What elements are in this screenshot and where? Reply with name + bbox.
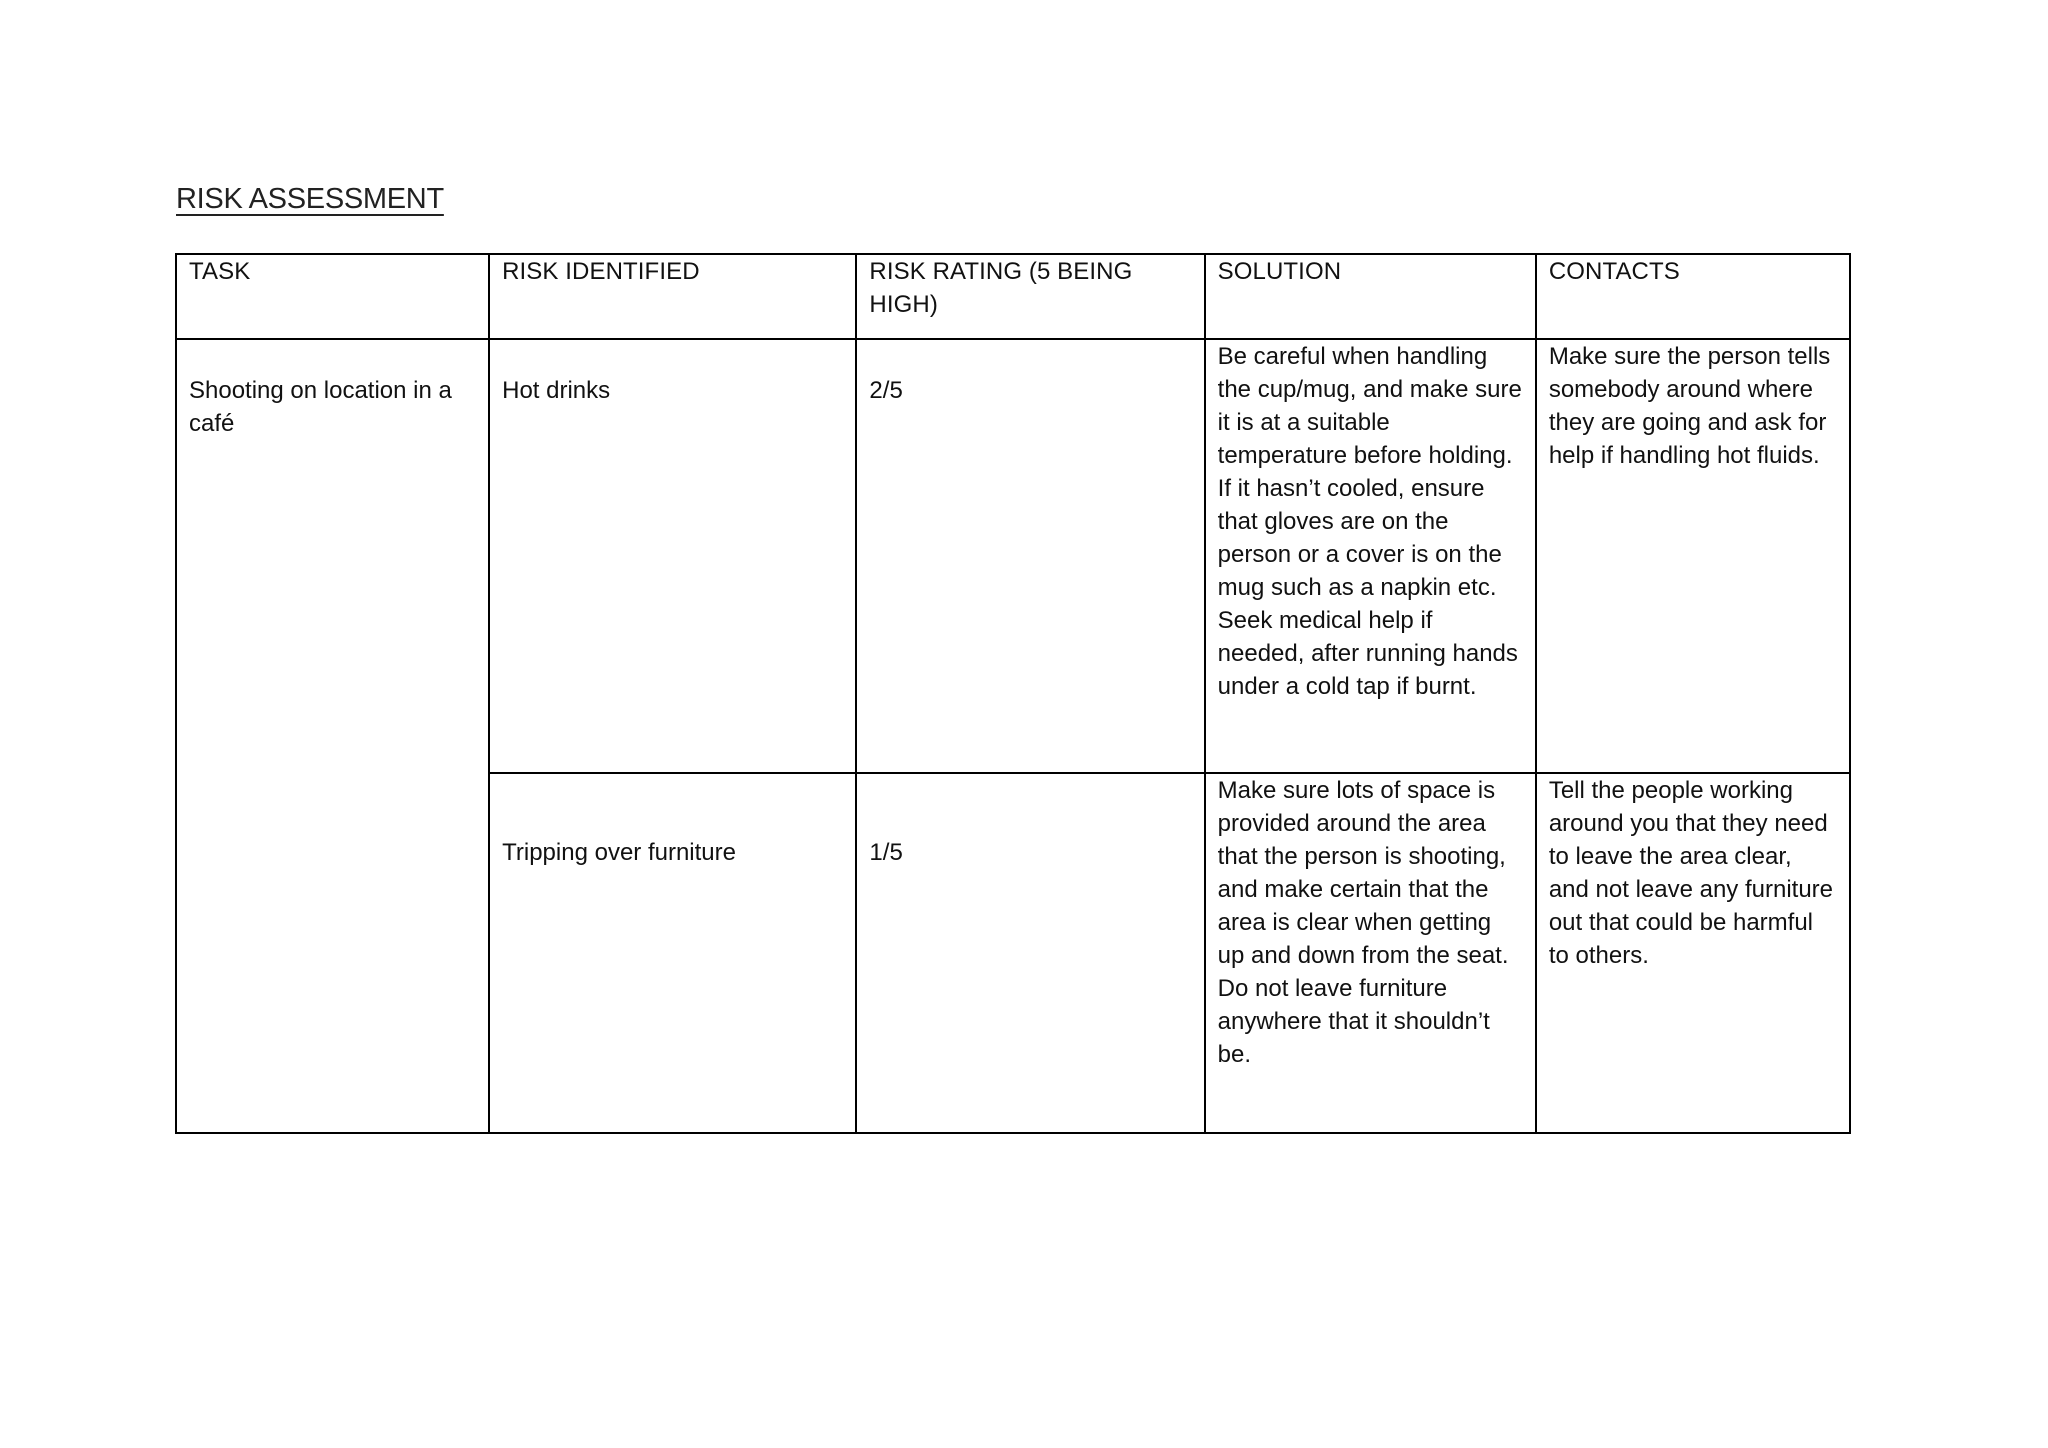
table-row <box>176 339 1850 773</box>
task-cell <box>176 339 489 1133</box>
header-task: TASK <box>176 254 489 339</box>
task-text: Shooting on location in a café <box>189 377 452 437</box>
rating-cell <box>856 339 1204 773</box>
rating-text: 1/5 <box>869 839 903 866</box>
header-solution: SOLUTION <box>1205 254 1536 339</box>
header-risk-identified: RISK IDENTIFIED <box>489 254 856 339</box>
contacts-cell <box>1536 339 1850 773</box>
table-header-row <box>176 254 1850 339</box>
rating-text: 2/5 <box>869 377 903 404</box>
page-title: RISK ASSESSMENT <box>176 183 444 215</box>
contacts-cell <box>1536 773 1850 1133</box>
risk-cell <box>489 773 856 1133</box>
header-risk-rating: RISK RATING (5 BEING HIGH) <box>856 254 1204 339</box>
contacts-text: Make sure the person tells somebody around where they are going and ask for help if handling hot fluids. <box>1548 343 1831 469</box>
solution-text: Be careful when handling the cup/mug, and make sure it is at a suitable temperature before holding. If it hasn’t cooled, ensure that gloves are on the person or a cover is on the mug such as a napkin etc. Seek medical help if needed, after running hands under a cold tap if burnt. <box>1217 343 1522 700</box>
solution-cell <box>1205 773 1536 1133</box>
header-contacts: CONTACTS <box>1536 254 1850 339</box>
rating-cell <box>856 773 1204 1133</box>
risk-text: Hot drinks <box>502 377 611 404</box>
solution-text: Make sure lots of space is provided around the area that the person is shooting, and make certain that the area is clear when getting up and down from the seat. Do not leave furniture anywhere that it shouldn’t be. <box>1217 777 1509 1068</box>
risk-text: Tripping over furniture <box>502 839 736 866</box>
risk-cell <box>489 339 856 773</box>
solution-cell <box>1205 339 1536 773</box>
contacts-text: Tell the people working around you that they need to leave the area clear, and not leave any furniture out that could be harmful to others. <box>1548 777 1834 969</box>
risk-assessment-table <box>175 253 1851 1134</box>
